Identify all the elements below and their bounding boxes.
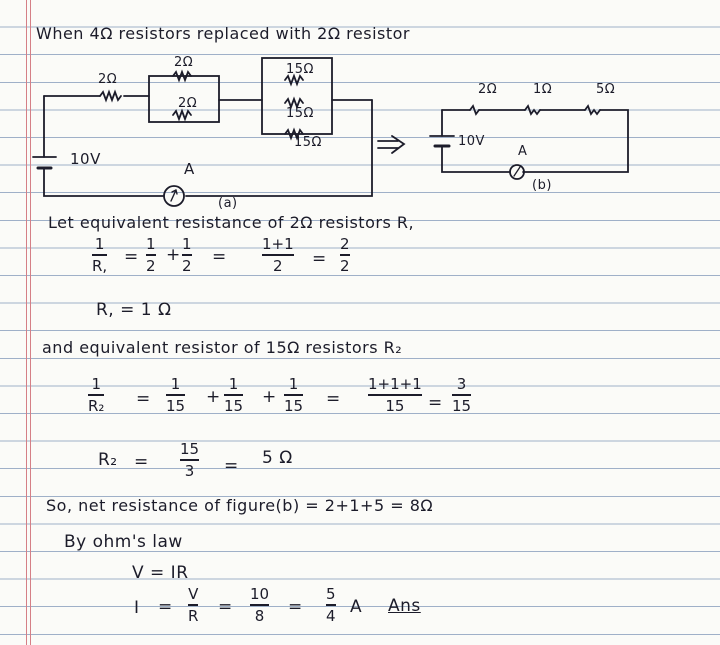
eq1-lhs-den: R,	[92, 256, 108, 275]
caption-b: (b)	[532, 178, 552, 193]
eq4-5-over-4: 5 4	[326, 585, 336, 625]
eq2-lhs: 1 R₂	[88, 375, 105, 415]
eq2-b: 1 15	[224, 375, 244, 415]
resistor-a-bot-2ohm	[173, 111, 191, 119]
line-ohms-law: By ohm's law	[64, 532, 183, 552]
label-a-15ohm-1: 15Ω	[286, 62, 314, 77]
eq3-eq: =	[134, 452, 149, 472]
eq2-eq2: =	[326, 389, 341, 409]
label-b-battery: 10V	[458, 134, 485, 149]
eq1-lhs-num: 1	[94, 235, 105, 253]
line-and-equivalent: and equivalent resistor of 15Ω resistors R₂	[42, 338, 403, 357]
label-b-2ohm: 2Ω	[478, 82, 498, 97]
eq4-ans: Ans	[388, 596, 421, 616]
eq2-e: 3 15	[452, 375, 472, 415]
label-a-battery: 10V	[70, 150, 101, 168]
eq3-frac: 15 3	[180, 440, 200, 480]
wire-a-bottom-right	[186, 100, 372, 196]
eq1-t1: 1 2	[146, 235, 156, 275]
eq4-eq: =	[158, 597, 173, 617]
r1-result: R, = 1 Ω	[96, 300, 172, 320]
eq2-c: 1 15	[284, 375, 304, 415]
arrow-symbol	[378, 136, 404, 153]
eq2-eq3: =	[428, 393, 443, 413]
resistor-a-15-1	[285, 76, 303, 84]
wire-b-top-4	[523, 110, 628, 172]
label-a-top-2ohm: 2Ω	[174, 55, 194, 70]
eq4-eq2: =	[218, 597, 233, 617]
ammeter-b-needle	[514, 167, 520, 176]
label-b-5ohm: 5Ω	[596, 82, 616, 97]
eq1-lhs	[92, 235, 107, 275]
line-let-equivalent: Let equivalent resistance of 2Ω resistors R,	[48, 213, 415, 232]
resistor-a-series	[100, 92, 121, 100]
resistor-b-1ohm	[525, 106, 540, 114]
label-a-ammeter: A	[184, 160, 195, 178]
label-a-15ohm-3: 15Ω	[294, 135, 322, 150]
eq2-a: 1 15	[166, 375, 186, 415]
eq4-eq3: =	[288, 597, 303, 617]
eq1-eq3: =	[312, 249, 327, 269]
eq3-lhs: R₂	[98, 450, 118, 470]
eq4-unit: A	[350, 597, 363, 617]
eq1-t2: 1 2	[182, 235, 192, 275]
eq1-t4: 2 2	[340, 235, 350, 275]
eq3-rhs: 5 Ω	[262, 448, 293, 468]
eq4-10-over-8: 10 8	[250, 585, 270, 625]
wire-a-left-lower	[44, 168, 163, 196]
eq4-v-over-r: V R	[188, 585, 199, 625]
eq1-t3: 1+1 2	[262, 235, 294, 275]
eq2-plus1: +	[206, 387, 221, 407]
eq4-lhs: I	[134, 598, 140, 618]
eq2-eq: =	[136, 389, 151, 409]
label-a-series-2ohm: 2Ω	[98, 72, 118, 87]
heading: When 4Ω resistors replaced with 2Ω resistor	[36, 24, 410, 43]
caption-a: (a)	[218, 196, 238, 211]
eq3-eq2: =	[224, 456, 239, 476]
resistor-b-2ohm	[470, 106, 479, 114]
line-v-ir: V = IR	[132, 563, 189, 583]
line-so-net-resistance: So, net resistance of figure(b) = 2+1+5 = 8Ω	[46, 496, 434, 515]
label-b-1ohm: 1Ω	[533, 82, 553, 97]
label-b-ammeter: A	[518, 144, 528, 159]
label-a-bot-2ohm: 2Ω	[178, 96, 198, 111]
eq1-eq2: =	[212, 247, 227, 267]
eq1-plus: +	[166, 245, 181, 265]
wire-b-left-lower	[442, 146, 510, 172]
eq1-eq: =	[124, 247, 139, 267]
resistor-b-5ohm	[585, 106, 600, 114]
eq2-plus2: +	[262, 387, 277, 407]
eq2-d: 1+1+1 15	[368, 375, 422, 415]
label-a-15ohm-2: 15Ω	[286, 106, 314, 121]
ammeter-a-needle	[171, 190, 177, 201]
